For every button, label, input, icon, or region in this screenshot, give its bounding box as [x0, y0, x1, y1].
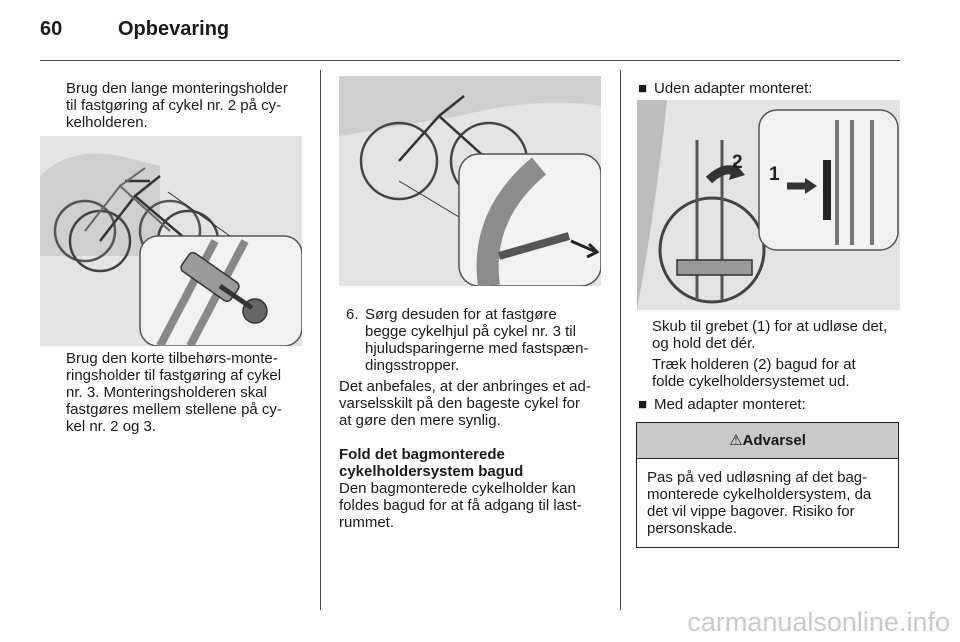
col3-text1: Skub til grebet (1) for at udløse det, og hold det dér.: [652, 318, 888, 352]
fold-back-illustration: [637, 100, 900, 310]
warning-header: [637, 423, 898, 459]
header-rule: [40, 60, 900, 61]
col3-text2: Træk holderen (2) bagud for at folde cykelholdersystemet ud.: [652, 356, 856, 390]
fig-label-2: 2: [732, 152, 743, 173]
fig-label-1: 1: [769, 164, 780, 185]
section-heading: Fold det bagmonterede cykelholdersystem bagud: [339, 446, 524, 480]
column-divider-1: [320, 70, 321, 610]
figure-wheel-straps: [339, 76, 601, 286]
bikes-illustration: [40, 136, 302, 346]
page-number: 60: [40, 18, 63, 40]
col2-para2: Den bagmonterede cykelholder kan foldes bagud for at få adgang til last- rummet.: [339, 480, 582, 531]
figure-long-mount-holder: [40, 136, 302, 346]
bullet-1: ■: [638, 80, 648, 97]
step-number: 6.: [346, 306, 359, 323]
warning-icon: ⚠: [729, 432, 743, 449]
figure-fold-back: [637, 100, 900, 310]
step-6-text: Sørg desuden for at fastgøre begge cykelhjul på cykel nr. 3 til hjuludsparingerne med fastspæn- dingsstropper.: [365, 306, 589, 374]
page-title: Opbevaring: [118, 18, 230, 40]
watermark: carmanualsonline.info: [687, 607, 950, 637]
warning-title: Advarsel: [742, 432, 806, 449]
col1-para1: Brug den lange monteringsholder til fastgøring af cykel nr. 2 på cy- kelholderen.: [66, 80, 288, 131]
item-no-adapter: Uden adapter monteret:: [654, 80, 813, 97]
wheel-strap-illustration: [339, 76, 601, 286]
item-with-adapter: Med adapter monteret:: [654, 396, 806, 413]
warning-body: Pas på ved udløsning af det bag- monterede cykelholdersystem, da det vil vippe bagover. Risiko for personskade.: [647, 469, 872, 537]
col2-para: Det anbefales, at der anbringes et ad- varselsskilt på den bageste cykel for at gøre den mere synlig.: [339, 378, 591, 429]
column-divider-2: [620, 70, 621, 610]
bullet-2: ■: [638, 396, 648, 413]
col1-para2: Brug den korte tilbehørs-monte- ringsholder til fastgøring af cykel nr. 3. Monteringsholderen skal fastgøres mellem stellene på cy- kel nr. 2 og 3.: [66, 350, 282, 435]
warning-box: [636, 422, 899, 548]
